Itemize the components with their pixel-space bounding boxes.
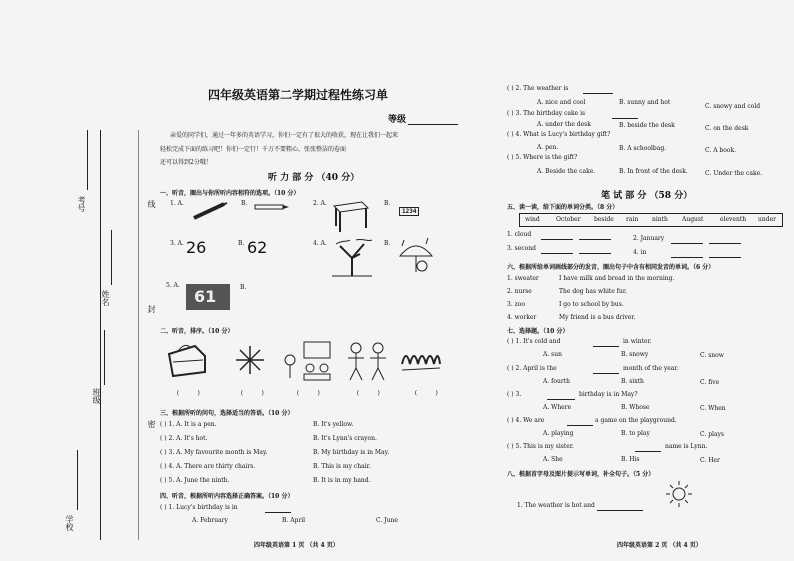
order-paren-4-close: ) <box>377 390 381 397</box>
desk-icon <box>330 198 370 236</box>
q3b-number: 62 <box>247 238 268 257</box>
sec4-q1-opt-a: A. February <box>192 517 228 524</box>
top-q2-a: A. nice and cool <box>537 99 586 106</box>
sec7-q1-a: A. sun <box>543 351 562 358</box>
sec7-q5[interactable]: ( ) 5. This is my sister. <box>507 443 574 450</box>
sec6-sentence-2[interactable]: The dog has white fur. <box>559 288 627 295</box>
sec7-q2-c: C. five <box>700 379 720 386</box>
sec5-heading: 五、读一读，给下面的单词分类。（8 分） <box>507 204 619 211</box>
sec1-heading: 一、听音，圈出与你所听内容相符的选项。（10 分） <box>160 190 300 197</box>
page-title: 四年级英语第二学期过程性练习单 <box>208 88 389 102</box>
sec8-q1-blank[interactable] <box>597 510 643 511</box>
top-q2-c: C. snowy and cold <box>705 103 761 110</box>
sec7-q1-c: C. snow <box>700 352 724 359</box>
top-q5-c: C. Under the cake. <box>705 170 763 177</box>
sec7-q5-a: A. She <box>543 456 563 463</box>
q5a-label: 5. A. <box>166 282 180 289</box>
sec3-q2-a[interactable]: ( ) 2. A. It's hot. <box>160 435 208 442</box>
sec3-q2-b: B. It's Lynn's crayon. <box>313 435 377 442</box>
sec7-q4-c: C. plays <box>700 431 724 438</box>
order-paren-1[interactable]: ( <box>176 390 180 397</box>
sec7-q2-b: B. sixth <box>621 378 644 385</box>
sec7-q4[interactable]: ( ) 4. We are <box>507 417 545 424</box>
cat2-label: 2. January <box>633 235 665 242</box>
pencil-icon <box>253 202 291 212</box>
kaohao-field[interactable] <box>87 130 88 190</box>
sec3-q5-a[interactable]: ( ) 5. A. June the ninth. <box>160 477 230 484</box>
sec6-word-3: 3. zoo <box>507 301 526 308</box>
footer-right: 四年级英语第 2 页 （共 4 页） <box>617 542 702 549</box>
sec7-q4-blank[interactable] <box>567 425 593 426</box>
grade-label: 等级 <box>388 115 407 125</box>
intro-line-1: 亲爱的同学们，通过一年多的英语学习，你们一定有了很大的收获，现在让我们一起来 <box>170 132 399 139</box>
sec7-q1[interactable]: ( ) 1. It's cold and <box>507 338 561 345</box>
cat1-blank-1[interactable] <box>541 239 573 240</box>
q5b-label: B. <box>240 284 247 291</box>
order-paren-5[interactable]: ( <box>414 390 418 397</box>
sec7-q4-rest: a game on the playground. <box>595 417 677 424</box>
top-q5[interactable]: ( ) 5. Where is the gift? <box>507 154 578 161</box>
sec3-q3-a[interactable]: ( ) 3. A. My favourite month is May. <box>160 449 268 456</box>
intro-line-3: 还可以得到2分哦！ <box>160 159 212 166</box>
top-q4-c: C. A book. <box>705 147 737 154</box>
q1a-label: 1. A. <box>170 200 184 207</box>
top-q5-a: A. Beside the cake. <box>537 168 596 175</box>
q5a-number: 61 <box>194 287 217 306</box>
classroom-icon <box>280 340 336 382</box>
sec7-q5-b: B. His <box>621 456 640 463</box>
cat4-blank-2[interactable] <box>709 257 741 258</box>
word-bank-item: eleventh <box>720 216 747 223</box>
banji-field[interactable] <box>104 330 105 385</box>
sec7-q4-a: A. playing <box>543 430 574 437</box>
top-q4[interactable]: ( ) 4. What is Lucy's birthday gift? <box>507 131 611 138</box>
order-paren-4[interactable]: ( <box>356 390 360 397</box>
cat1-blank-2[interactable] <box>579 239 611 240</box>
word-bank-item: rain <box>626 216 639 223</box>
sec3-q1-a[interactable]: ( ) 1. A. It is a pen. <box>160 421 217 428</box>
sec3-q4-a[interactable]: ( ) 4. A. There are thirty chairs. <box>160 463 256 470</box>
sec7-q4-b: B. to play <box>621 430 650 437</box>
right-page <box>397 0 794 561</box>
sec8-q1: 1. The weather is hot and <box>517 502 595 509</box>
order-paren-5-close: ) <box>435 390 439 397</box>
xuexiao-field[interactable] <box>77 450 78 510</box>
sec4-q1-opt-b: B. April <box>282 517 306 524</box>
sec4-q1-opt-c: C. June <box>376 517 398 524</box>
two-children-icon <box>344 340 390 382</box>
order-paren-2-close: ) <box>261 390 265 397</box>
q4b-label: B. <box>384 240 391 247</box>
xingming-field[interactable] <box>111 230 112 285</box>
binding-xingming-label: 姓名 <box>101 290 110 306</box>
q3b-label: B. <box>238 240 245 247</box>
sec6-word-4: 4. worker <box>507 314 537 321</box>
top-q3-c: C. on the desk <box>705 125 749 132</box>
sec3-q4-b: B. This is my chair. <box>313 463 371 470</box>
order-paren-3[interactable]: ( <box>296 390 300 397</box>
number-card-1234: 1234 <box>399 207 419 216</box>
word-bank-item: August <box>682 216 704 223</box>
cat4-blank-1[interactable] <box>671 257 703 258</box>
sec6-sentence-1[interactable]: I have milk and bread in the morning. <box>559 275 675 282</box>
binding-xian-label: 线 <box>147 200 156 208</box>
sec7-q3-a: A. Where <box>543 404 572 411</box>
sec6-sentence-3[interactable]: I go to school by bus. <box>559 301 624 308</box>
sec6-sentence-4[interactable]: My friend is a bus driver. <box>559 314 636 321</box>
binding-mi-label: 密 <box>147 420 156 428</box>
cat3-blank-2[interactable] <box>579 253 611 254</box>
sec6-word-1: 1. sweater <box>507 275 539 282</box>
top-q2-b: B. sunny and hot <box>619 99 671 106</box>
written-heading: 笔 试 部 分 （58 分） <box>601 191 693 201</box>
snowflake-icon <box>234 344 266 376</box>
q2b-label: B. <box>384 200 391 207</box>
sec3-q3-b: B. My birthday is in May. <box>313 449 390 456</box>
word-bank-item: beside <box>594 216 614 223</box>
cat1-label: 1. cloud <box>507 231 532 238</box>
sec7-q3[interactable]: ( ) 3. <box>507 391 522 398</box>
top-q5-b: B. In front of the desk. <box>619 168 688 175</box>
binding-xuexiao-label: 学校 <box>65 515 74 531</box>
sec7-q3-c: C. When <box>700 405 726 412</box>
order-paren-3-close: ) <box>317 390 321 397</box>
sec7-q3-rest: birthday is in May? <box>579 391 638 398</box>
binding-line <box>100 130 101 540</box>
top-q3-blank[interactable] <box>612 118 638 119</box>
sec3-q5-b: B. It is in my hand. <box>313 477 371 484</box>
cat2-blank-1[interactable] <box>671 243 703 244</box>
cat4-label: 4. in <box>633 249 647 256</box>
sec7-q2-rest: month of the year. <box>623 365 679 372</box>
sec7-q1-blank[interactable] <box>593 346 619 347</box>
sec7-q3-b: B. Whose <box>621 404 650 411</box>
sec7-q1-b: B. snowy <box>621 351 649 358</box>
cat3-label: 3. second <box>507 245 536 252</box>
top-q3[interactable]: ( ) 3. The birthday cake is <box>507 110 586 117</box>
sec7-q5-rest: name is Lynn. <box>665 443 708 450</box>
pen-icon <box>190 200 230 222</box>
sec6-heading: 六、根据所给单词画线部分的发音，圈出句子中含有相同发音的单词。（6 分） <box>507 264 715 271</box>
sec6-word-2: 2. nurse <box>507 288 532 295</box>
top-q4-b: B. A schoolbag. <box>619 145 667 152</box>
sec7-q5-c: C. Her <box>700 457 720 464</box>
top-q2[interactable]: ( ) 2. The weather is <box>507 85 569 92</box>
binding-banji-label: 班级 <box>92 388 101 404</box>
listening-heading: 听 力 部 分 （40 分） <box>268 173 360 183</box>
top-q2-blank[interactable] <box>583 93 613 94</box>
q2a-label: 2. A. <box>313 200 327 207</box>
q5a-image <box>186 284 230 310</box>
sec2-heading: 二、听音，排序。（10 分） <box>160 328 234 335</box>
order-paren-1-close: ) <box>197 390 201 397</box>
sec4-heading: 四、听音，根据所听内容选择正确答案。（10 分） <box>160 493 294 500</box>
sec3-q1-b: B. It's yellow. <box>313 421 354 428</box>
word-bank-item: wind <box>525 216 540 223</box>
q3a-number: 26 <box>186 238 207 257</box>
sec7-q2-blank[interactable] <box>593 373 619 374</box>
word-bank-item: ninth <box>652 216 668 223</box>
sun-icon <box>665 480 693 508</box>
q4a-label: 4. A. <box>313 240 327 247</box>
sec4-q1-blank[interactable] <box>265 512 291 513</box>
word-bank-item: under <box>758 216 776 223</box>
intro-line-2: 轻松完成下面的练习吧！你们一定行！千万不要粗心，张张整洁的卷面 <box>160 146 347 153</box>
windy-tree-icon <box>330 236 374 278</box>
q3a-label: 3. A. <box>170 240 184 247</box>
binding-feng-label: 封 <box>147 305 156 313</box>
binding-kaohao-label: 考号 <box>77 196 86 212</box>
sec4-q1[interactable]: ( ) 1. Lucy's birthday is in <box>160 504 238 511</box>
order-paren-2[interactable]: ( <box>240 390 244 397</box>
q1b-label: B. <box>241 200 248 207</box>
fold-line <box>138 130 139 540</box>
cat2-blank-2[interactable] <box>709 243 741 244</box>
schoolbag-icon <box>165 342 209 378</box>
word-bank-item: October <box>556 216 581 223</box>
top-q4-a: A. pen. <box>537 144 559 151</box>
top-q3-b: B. beside the desk <box>619 122 675 129</box>
sec3-heading: 三、根据所听的问句，选择适当的答语。（10 分） <box>160 410 294 417</box>
sec7-heading: 七、选择题。（10 分） <box>507 328 569 335</box>
word-bank <box>519 213 783 227</box>
sec7-q2-a: A. fourth <box>543 378 570 385</box>
sec7-q3-blank[interactable] <box>547 399 575 400</box>
sec7-q2[interactable]: ( ) 2. April is the <box>507 365 557 372</box>
top-q3-a: A. under the desk <box>537 121 591 128</box>
sec7-q1-rest: in winter. <box>623 338 652 345</box>
footer-left: 四年级英语第 1 页 （共 4 页） <box>254 542 339 549</box>
sec7-q5-blank[interactable] <box>635 451 661 452</box>
sec8-heading: 八、根据首字母及图片提示写单词，补全句子。（5 分） <box>507 471 655 478</box>
cat3-blank-1[interactable] <box>541 253 573 254</box>
